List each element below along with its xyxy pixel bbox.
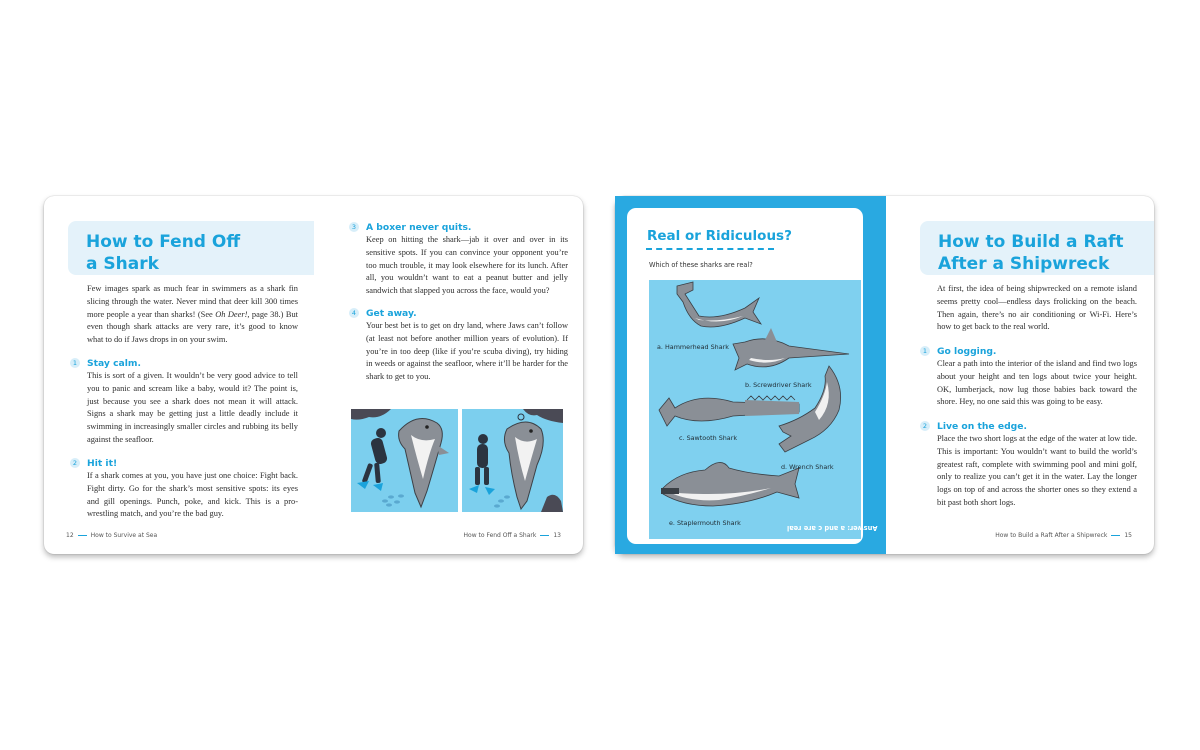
quiz-title-underline — [646, 248, 774, 250]
intro-paragraph — [87, 283, 298, 347]
page-title — [68, 221, 314, 275]
step-number-badge: 1 — [920, 346, 930, 356]
step-2 — [70, 458, 300, 528]
quiz-title: Real or Ridiculous? — [647, 228, 792, 244]
step-body: Your best bet is to get on dry land, where Jaws can’t follow (at least not before another million years of evolution). If you’re in too deep (like if you’re scuba diving), try hiding in weeds or against the seafloor, where it’ll be harder for the shark to get to you. — [366, 321, 568, 382]
title-line-2: After a Shipwreck — [938, 254, 1110, 274]
step-heading: Stay calm. — [87, 358, 141, 369]
title-line-1: How to Fend Off — [86, 232, 241, 252]
step-body: If a shark comes at you, you have just one choice: Fight back. Fight dirty. Go for the shark’s most sensitive spots: its eyes and gill openings. Punch, poke, and kick. This is a pro-wrestling match, and you’re the bad guy. — [87, 471, 298, 519]
step-1 — [920, 346, 1140, 416]
page-12 — [44, 196, 314, 554]
page-13 — [314, 196, 583, 554]
step-body: This is sort of a given. It wouldn’t be very good advice to tell you to panic and scream like a baby, would it? The point is, just because you see a shark does not mean it will attack. Signs a shark may be getting just a little deadly include it swimming in increasingly smaller circles and rubbing its belly against the seafloor. — [87, 371, 298, 444]
shark-label-e: e. Staplermouth Shark — [669, 519, 741, 527]
step-2 — [920, 421, 1140, 521]
page-number: 13 — [553, 532, 561, 539]
comic-panels-image — [351, 409, 563, 512]
quiz-question: Which of these sharks are real? — [649, 261, 753, 269]
step-1 — [70, 358, 300, 453]
shark-label-b: b. Screwdriver Shark — [745, 381, 812, 389]
page-number: 12 — [66, 532, 74, 539]
step-heading: Get away. — [366, 308, 417, 319]
shark-label-d: d. Wrench Shark — [781, 463, 834, 471]
step-body: Place the two short logs at the edge of the water at low tide. This is important: You wouldn’t want to build the world’s greatest raft, complete with swimming pool and mini golf, only to realize you can’t get it in the water. Lay the longer logs on top of and across the shorter ones so they extend a bit past both short logs. — [937, 434, 1138, 507]
page-title — [920, 221, 1154, 275]
step-number-badge: 3 — [349, 222, 359, 232]
page-number: 15 — [1124, 532, 1132, 539]
intro-paragraph: At first, the idea of being shipwrecked on a remote island seems pretty cool—endless days frolicking on the beach. Then again, there’s no air conditioning or Wi-Fi. Here’s how to get back to the real world. — [937, 284, 1137, 332]
shark-lineup-illustration — [649, 280, 861, 539]
step-4 — [349, 308, 569, 388]
page-15 — [886, 196, 1154, 554]
step-number-badge: 1 — [70, 358, 80, 368]
page-footer — [995, 532, 1132, 539]
intro-book-reference: Oh Deer! — [215, 309, 248, 319]
shark-fight-illustration — [351, 409, 563, 512]
shark-label-c: c. Sawtooth Shark — [679, 434, 738, 442]
title-line-1: How to Build a Raft — [938, 232, 1124, 252]
running-head: How to Build a Raft After a Shipwreck — [995, 532, 1108, 539]
running-head: How to Fend Off a Shark — [463, 532, 537, 539]
page-footer — [464, 532, 561, 539]
right-spread — [615, 196, 1154, 554]
step-body: Keep on hitting the shark—jab it over and over in its sensitive spots. If you can convince your opponent you’re too much trouble, it may look elsewhere for its lunch. After all, you wouldn’t want to eat a peanut butter and jelly sandwich that slapped you across the face, would you? — [366, 235, 568, 296]
left-spread — [44, 196, 583, 554]
step-heading: Live on the edge. — [937, 421, 1027, 432]
step-heading: A boxer never quits. — [366, 222, 472, 233]
step-heading: Go logging. — [937, 346, 997, 357]
step-number-badge: 4 — [349, 308, 359, 318]
step-number-badge: 2 — [70, 458, 80, 468]
intro-text-part2: , page 38.) But even though shark attacks are very rare, it’s good to know what to do if Jaws drops in on your swim. — [87, 309, 298, 345]
step-number-badge: 2 — [920, 421, 930, 431]
running-head: How to Survive at Sea — [90, 532, 158, 539]
step-3 — [349, 222, 569, 302]
intro-text-part1: Few images spark as much fear in swimmers as a shark fin slicing through the water. Never mind that deer kill 300 times more people a year than sharks! (See — [87, 284, 298, 319]
page-footer — [66, 532, 157, 539]
step-body: Clear a path into the interior of the island and find two logs about your height and ten logs about twice your height. OK, lumberjack, now lug those babies back toward the shore. Hey, no one said this was going to be easy. — [937, 359, 1137, 407]
step-heading: Hit it! — [87, 458, 118, 469]
quiz-card — [627, 208, 878, 544]
title-line-2: a Shark — [86, 254, 159, 274]
shark-label-a: a. Hammerhead Shark — [657, 343, 729, 351]
shark-lineup-image — [649, 280, 861, 539]
quiz-page — [615, 196, 886, 554]
upside-down-answer: Answer: a and c are real — [787, 524, 878, 532]
